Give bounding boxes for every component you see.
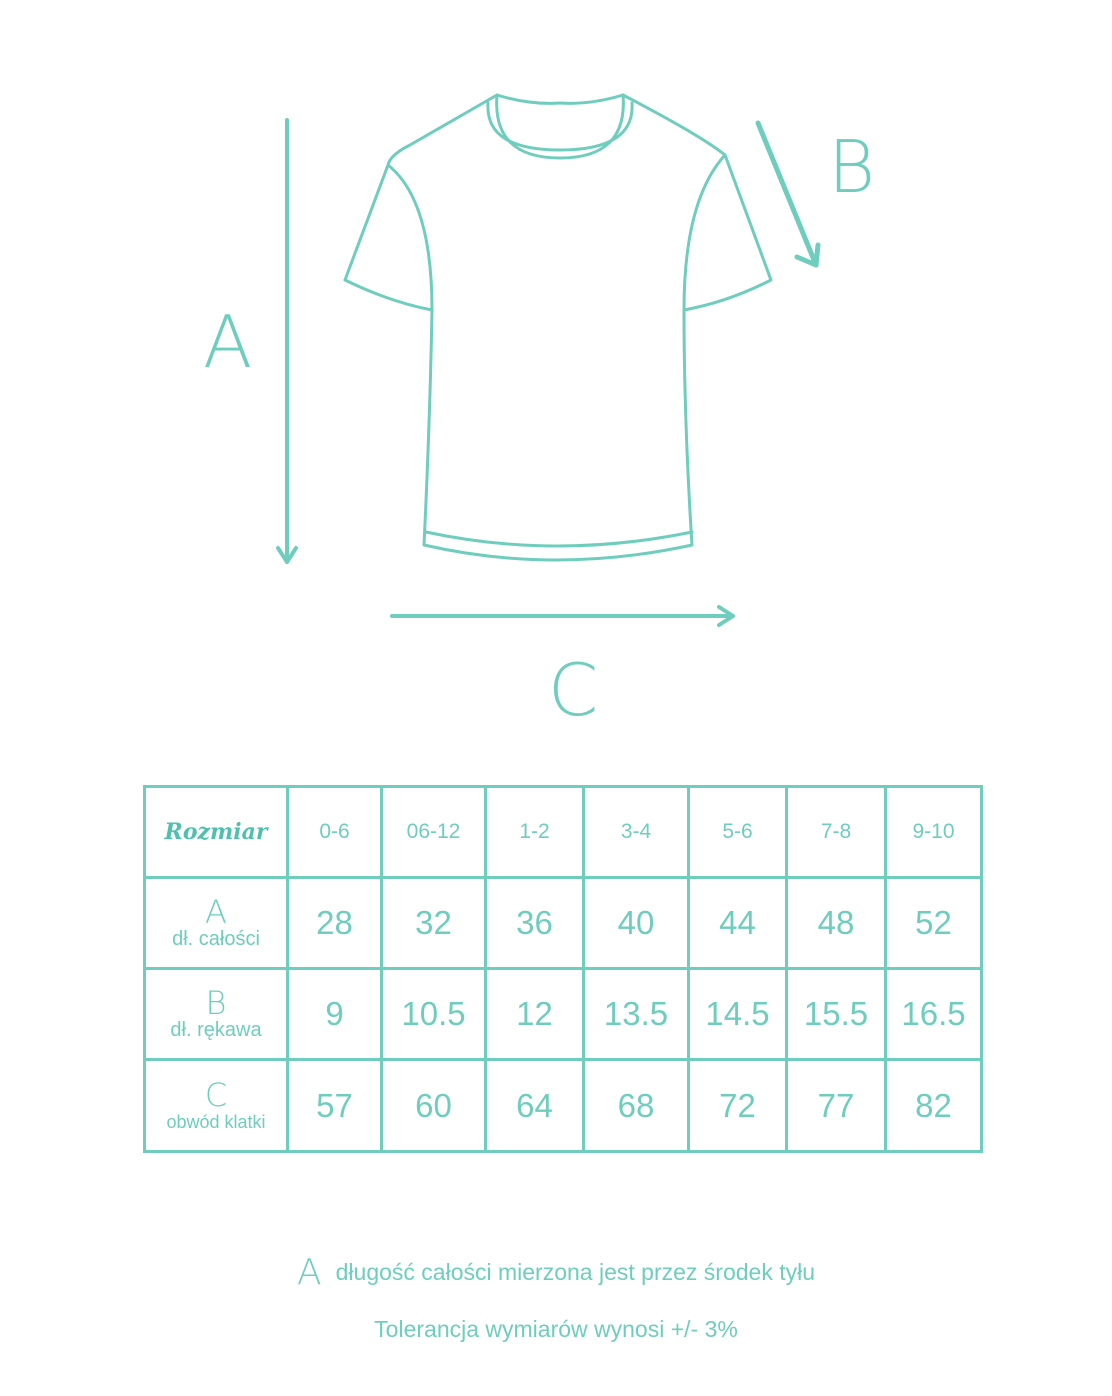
row-description: dł. całości bbox=[172, 928, 260, 951]
table-cell: 60 bbox=[382, 1060, 486, 1152]
note-text: długość całości mierzona jest przez środek tyłu bbox=[335, 1259, 815, 1285]
row-header-c bbox=[145, 1060, 288, 1152]
arrow-a bbox=[278, 120, 296, 562]
table-cell: 12 bbox=[486, 969, 584, 1060]
table-cell: 14.5 bbox=[689, 969, 787, 1060]
row-header-b bbox=[145, 969, 288, 1060]
size-table bbox=[143, 785, 983, 1153]
size-header: 1-2 bbox=[486, 787, 584, 878]
table-cell: 57 bbox=[288, 1060, 382, 1152]
table-cell: 77 bbox=[787, 1060, 886, 1152]
header-label-cell bbox=[145, 787, 288, 878]
table-cell: 32 bbox=[382, 878, 486, 969]
size-header: 3-4 bbox=[584, 787, 689, 878]
row-letter: B bbox=[205, 983, 227, 1022]
table-cell: 10.5 bbox=[382, 969, 486, 1060]
table-cell: 52 bbox=[886, 878, 982, 969]
size-header-label: Rozmiar bbox=[164, 819, 268, 845]
arrow-b bbox=[758, 123, 818, 265]
row-letter: A bbox=[205, 892, 227, 931]
table-row-a bbox=[145, 878, 982, 969]
size-header: 0-6 bbox=[288, 787, 382, 878]
row-letter: C bbox=[204, 1076, 228, 1115]
row-description: obwód klatki bbox=[166, 1111, 266, 1132]
row-header-a bbox=[145, 878, 288, 969]
size-header: 9-10 bbox=[886, 787, 982, 878]
size-header: 06-12 bbox=[382, 787, 486, 878]
measurement-note bbox=[0, 1252, 1112, 1293]
dimension-label-a: A bbox=[203, 300, 253, 384]
table-cell: 44 bbox=[689, 878, 787, 969]
table-cell: 68 bbox=[584, 1060, 689, 1152]
table-cell: 48 bbox=[787, 878, 886, 969]
table-cell: 9 bbox=[288, 969, 382, 1060]
table-cell: 40 bbox=[584, 878, 689, 969]
table-cell: 64 bbox=[486, 1060, 584, 1152]
table-cell: 28 bbox=[288, 878, 382, 969]
table-cell: 13.5 bbox=[584, 969, 689, 1060]
table-row-c bbox=[145, 1060, 982, 1152]
table-cell: 72 bbox=[689, 1060, 787, 1152]
tshirt-outline bbox=[345, 95, 771, 560]
table-cell: 15.5 bbox=[787, 969, 886, 1060]
table-row-b bbox=[145, 969, 982, 1060]
table-header-row bbox=[145, 787, 982, 878]
size-header: 7-8 bbox=[787, 787, 886, 878]
table-cell: 16.5 bbox=[886, 969, 982, 1060]
size-header: 5-6 bbox=[689, 787, 787, 878]
dimension-label-c: C bbox=[548, 648, 599, 732]
arrow-c bbox=[392, 607, 733, 625]
dimension-label-b: B bbox=[828, 125, 876, 209]
note-letter: A bbox=[296, 1252, 322, 1293]
table-cell: 82 bbox=[886, 1060, 982, 1152]
table-cell: 36 bbox=[486, 878, 584, 969]
tolerance-note: Tolerancja wymiarów wynosi +/- 3% bbox=[374, 1316, 738, 1342]
row-description: dł. rękawa bbox=[170, 1019, 262, 1042]
